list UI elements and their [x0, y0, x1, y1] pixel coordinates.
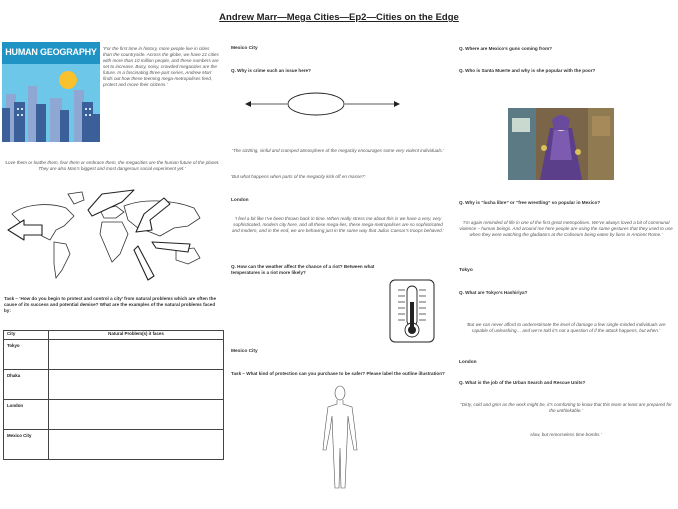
quote-coliseum: ‘I’m again reminded of life in one of the first great metropolises. We’ve always loved a bit of communal violence – human beings. And around me here people are using the same gestures that they used to use when they were watching the gladiators at the Coliseum being eaten by lions in Ancient Rome.’ [459, 220, 673, 237]
quote-julius-caesar: ‘I feel a bit like I’ve been thrown back in time. When really stress me about this is we have a very, very sophisticated, modern city here, and all these mega-lies, these mega-metropolises are so sophisticated and modern, and in the end, we are behaving just in the same way that Julius Caesar’s troops behaved.’ [231, 216, 445, 233]
question-en-masse: ‘But what happens when parts of the megacity kick off en masse?’ [231, 174, 366, 179]
question-santa-muerte: Q. Who is Santa Muerte and why is she popular with the poor? [459, 68, 596, 73]
heading-london: London [231, 198, 249, 203]
city-mexico-city: Mexico City [4, 430, 49, 460]
world-map-figure [4, 184, 222, 284]
question-lucha-libre: Q. Why is “lucha libre” or “free wrestling” so popular in Mexico? [459, 200, 601, 205]
table-row [4, 430, 224, 460]
table-row [4, 340, 224, 370]
table-header-city: City [4, 331, 49, 340]
question-weather-riot: Q. How can the weather affect the chance of a riot? Between what temperatures is a riot more likely? [231, 264, 375, 275]
quote-time-bombs: slow, but remorseless time bombs.’ [530, 432, 602, 437]
city-london: London [4, 400, 49, 430]
arrow-icon-2 [88, 190, 134, 216]
question-urban-search: Q. What is the job of the Urban Search and Rescue Units? [459, 380, 586, 385]
task-natural-problems: Task – ‘How do you begin to protect and control a city’ from natural problems which are often the cause of its success and potential demise? What are the examples of the natural problems faced by: [4, 296, 217, 313]
megacities-quote: ‘Love them or loathe them, fear them or embrace them, the megacities are the human future of the planet. They are also Man’s biggest and most dangerous social experiment yet.’ [4, 160, 220, 171]
human-outline-icon [316, 384, 364, 494]
banner-text: HUMAN GEOGRAPHY [5, 47, 97, 57]
heading-mexico-city-2: Mexico City [231, 349, 258, 354]
question-guns: Q. Where are Mexico’s guns coming from? [459, 46, 552, 51]
heading-london-2: London [459, 360, 477, 365]
city-dhaka: Dhaka [4, 370, 49, 400]
arrow-diagram [245, 88, 445, 120]
intro-quote: ‘For the first time in history, more people live in cities than the countryside. Across the globe, we have 21 cities with more than 10 million people, and these numbers are set to increase. Busy, noisy, crowded megacities are the future. In a fascinating three-part series, Andrew Marr finds out how these teeming mega-metropolises feed, protect and move their citizens.’ [103, 46, 219, 87]
answer-cell[interactable] [49, 340, 224, 370]
question-hashiriya: Q. What are Tokyo’s Hashiriya? [459, 290, 528, 295]
table-row [4, 370, 224, 400]
greenland-outline [68, 192, 84, 204]
center-ellipse [288, 93, 344, 115]
africa-outline [100, 222, 128, 262]
heading-mexico-city: Mexico City [231, 46, 258, 51]
city-tokyo: Tokyo [4, 340, 49, 370]
question-crime: Q. Why is crime such an issue here? [231, 68, 311, 73]
answer-cell[interactable] [49, 370, 224, 400]
table-header-problems: Natural Problem(s) it faces [49, 331, 224, 340]
arrow-icon-3 [136, 198, 170, 232]
quote-attack: ‘But we can never afford to underestimate the level of damage a few single-minded individuals are capable of unleashing… and we’re told it’s not a question of if the attack happens, but when.’ [466, 322, 666, 333]
quote-violent: ‘The sizzling, sinful and cramped atmosphere of the megacity encourages some very violent individuals.’ [232, 148, 444, 153]
thermometer-icon [388, 278, 436, 344]
heading-tokyo: Tokyo [459, 268, 473, 273]
arrow-right-icon [394, 101, 400, 107]
arrow-icon-1 [8, 220, 42, 240]
answer-cell[interactable] [49, 400, 224, 430]
natural-problems-table [3, 330, 224, 460]
quote-unthinkable: “Dirty, cold and grim as the work might be, it’s comforting to know that this team at least are prepared for the unthinkable.’ [460, 402, 672, 413]
answer-cell[interactable] [49, 430, 224, 460]
table-row [4, 400, 224, 430]
arrow-left-icon [245, 101, 251, 107]
human-geography-image [2, 42, 100, 142]
arrow-icon-4 [152, 242, 190, 252]
south-america-outline [54, 242, 70, 278]
page-title: Andrew Marr—Mega Cities—Ep2—Cities on the Edge [219, 12, 459, 23]
santa-muerte-photo [508, 108, 614, 180]
sun-icon [59, 71, 77, 89]
task-protection: Task – What kind of protection can you purchase to be safer? Please label the outline illustration? [231, 371, 445, 376]
arrow-icon-5 [134, 246, 154, 280]
